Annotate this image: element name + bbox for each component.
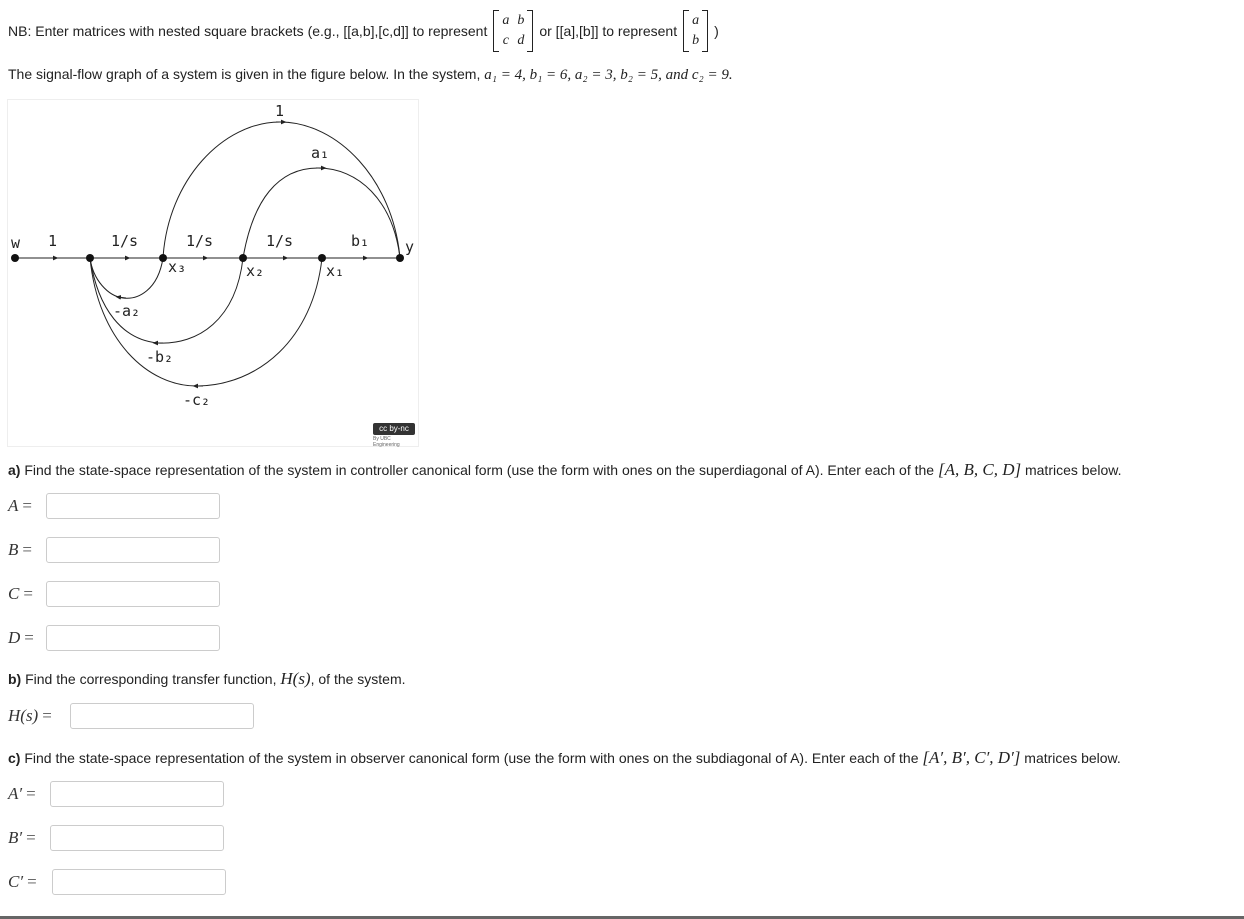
feedback-loop-b2: [90, 258, 243, 343]
part-a-question: [8, 460, 1121, 480]
node-w: [11, 254, 19, 262]
label-inv-s-2: 1/s: [186, 232, 214, 250]
answer-input-A[interactable]: [46, 493, 220, 519]
label-a1: a₁: [311, 144, 330, 162]
cc-license-badge[interactable]: [373, 423, 418, 448]
signal-flow-svg: [8, 100, 418, 446]
node-y: [396, 254, 404, 262]
matrix-entry: c: [502, 33, 509, 48]
answer-input-A-prime[interactable]: [50, 781, 224, 807]
part-c-text: Find the state-space representation of the system in observer canonical form (use the form with ones on the subdiagonal of A). Enter each of the: [24, 750, 919, 766]
intro-params: a₁ = 4, b₁ = 6, a₂ = 3, b₂ = 5, and c₂ = 9.: [484, 67, 733, 83]
matrix-entry: a: [502, 13, 510, 28]
matrix-entry: d: [517, 33, 525, 48]
part-a-tail: matrices below.: [1024, 462, 1122, 478]
feedback-loop-a2: [90, 258, 163, 298]
field-row-A-prime: [8, 781, 224, 807]
field-label-B: B =: [8, 540, 32, 559]
node-sum: [86, 254, 94, 262]
nb-note: [8, 8, 719, 54]
part-c-question: [8, 748, 1121, 768]
node-x2: [239, 254, 247, 262]
answer-input-B-prime[interactable]: [50, 825, 224, 851]
answer-input-D[interactable]: [46, 625, 220, 651]
field-row-C-prime: [8, 869, 226, 895]
feedback-loop-c2: [90, 258, 322, 386]
field-label-C: C =: [8, 584, 33, 603]
field-label-A: A =: [8, 496, 32, 515]
field-row-B: [8, 537, 220, 563]
cc-license-logo: cc by-nc: [373, 423, 415, 435]
nb-middle: or [[a],[b]] to represent: [539, 23, 678, 39]
signal-flow-graph: [7, 99, 419, 447]
node-x3: [159, 254, 167, 262]
field-label-D: D =: [8, 628, 34, 647]
answer-input-C[interactable]: [46, 581, 220, 607]
cc-credit: By UBC Engineering: [373, 436, 400, 448]
field-row-A: [8, 493, 220, 519]
matrix-entry: b: [517, 13, 525, 28]
label-inv-s-1: 1/s: [111, 232, 139, 250]
label-inv-s-3: 1/s: [266, 232, 294, 250]
field-row-C: [8, 581, 220, 607]
vector-entry: b: [692, 33, 700, 48]
label-x1: x₁: [326, 262, 345, 280]
matrix-2x2-example: [493, 10, 533, 52]
nb-prefix: NB: Enter matrices with nested square brackets (e.g., [[a,b],[c,d]] to represent: [8, 23, 488, 39]
part-b-letter: b): [8, 671, 22, 687]
label-neg-a2: -a₂: [113, 302, 141, 320]
answer-input-C-prime[interactable]: [52, 869, 226, 895]
part-b-text: Find the corresponding transfer function,: [25, 671, 277, 687]
part-c-matrices: [A′, B′, C′, D′]: [922, 748, 1021, 767]
label-w: w: [11, 234, 21, 252]
label-neg-c2: -c₂: [183, 391, 211, 409]
part-a-matrices: [A, B, C, D]: [937, 460, 1022, 479]
field-row-H: [8, 703, 254, 729]
label-y: y: [405, 238, 415, 256]
label-gain-one-in: 1: [48, 232, 58, 250]
part-b-tail: , of the system.: [310, 671, 406, 687]
field-row-B-prime: [8, 825, 224, 851]
field-label-A-prime: A′ =: [8, 784, 36, 803]
node-x1: [318, 254, 326, 262]
part-a-letter: a): [8, 462, 21, 478]
vector-entry: a: [692, 13, 700, 28]
part-c-tail: matrices below.: [1024, 750, 1121, 766]
label-top-one: 1: [275, 102, 285, 120]
vector-example: [683, 10, 708, 52]
part-b-question: [8, 669, 406, 689]
intro-text: [8, 66, 733, 84]
label-neg-b2: -b₂: [146, 348, 174, 366]
label-b1: b₁: [351, 232, 370, 250]
label-x3: x₃: [168, 258, 187, 276]
part-a-text: Find the state-space representation of the system in controller canonical form (use the form with ones on the superdiagonal of A). Enter each of the: [24, 462, 935, 478]
field-label-H: H(s) =: [8, 706, 52, 725]
answer-input-H[interactable]: [70, 703, 254, 729]
intro-sentence: The signal-flow graph of a system is given in the figure below. In the system,: [8, 66, 481, 82]
nb-suffix: ): [714, 23, 719, 39]
field-label-B-prime: B′ =: [8, 828, 36, 847]
field-row-D: [8, 625, 220, 651]
field-label-C-prime: C′ =: [8, 872, 37, 891]
part-c-letter: c): [8, 750, 21, 766]
label-x2: x₂: [246, 262, 265, 280]
answer-input-B[interactable]: [46, 537, 220, 563]
part-b-func: H(s): [280, 669, 311, 688]
